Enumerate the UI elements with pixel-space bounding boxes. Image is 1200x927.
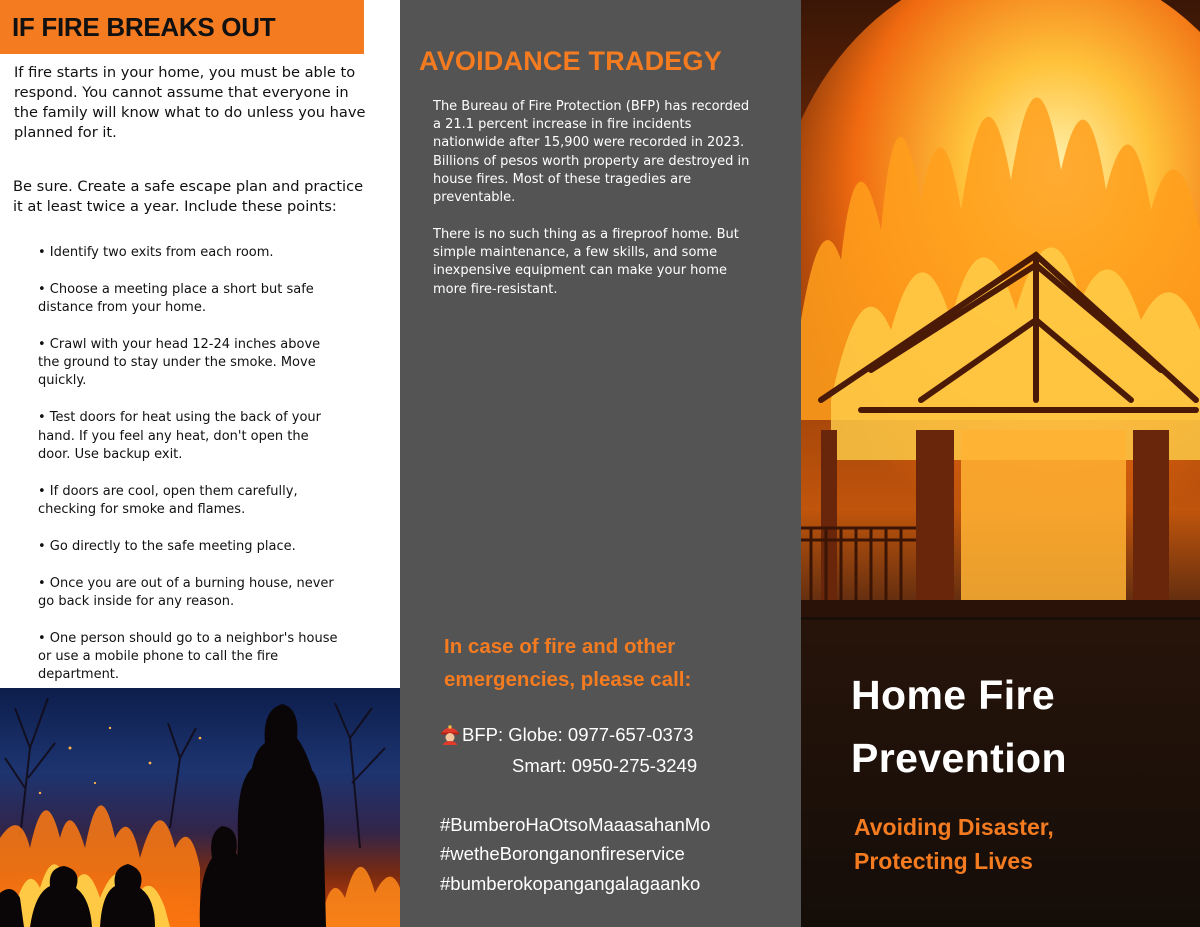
hashtag: #wetheBoronganonfireservice [440,843,685,864]
section-banner: IF FIRE BREAKS OUT [0,0,364,54]
list-item: • Go directly to the safe meeting place. [38,538,296,554]
cover-subtitle [854,810,1174,878]
panel-cover [801,0,1200,927]
cover-subtitle-line: Avoiding Disaster, [854,814,1054,840]
fire-resistance-paragraph: There is no such thing as a fireproof home. But simple maintenance, a few skills, and some inexpensive equipment can make your home more fire-resistant. [433,227,739,297]
panel-fire-breaks-out [0,0,400,927]
smart-number: Smart: 0950-275-3249 [512,755,698,776]
panel-avoidance [400,0,801,927]
emergency-call-heading: In case of fire and other emergencies, please call: [444,635,692,691]
escape-plan-paragraph: Be sure. Create a safe escape plan and practice it at least twice a year. Include these points: [13,178,364,215]
list-item: • Test doors for heat using the back of your hand. If you feel any heat, don't open the door. Use backup exit. [38,410,322,462]
list-item: • Identify two exits from each room. [38,245,274,260]
bonfire-illustration [0,688,400,927]
section-title: AVOIDANCE TRADEGY [419,46,722,76]
escape-tips-list [38,244,338,703]
list-item: • If doors are cool, open them carefully, checking for smoke and flames. [38,483,298,517]
list-item: • Once you are out of a burning house, never go back inside for any reason. [38,575,334,609]
bfp-globe-text: BFP: Globe: 0977-657-0373 [462,724,694,745]
cover-title-line: Prevention [851,735,1067,781]
intro-paragraph: If fire starts in your home, you must be able to respond. You cannot assume that everyone in the family will know what to do unless you have planned for it. [14,64,366,141]
list-item: • Crawl with your head 12-24 inches above the ground to stay under the smoke. Move quickly. [38,336,321,389]
firefighter-icon [440,723,460,745]
cover-title-line: Home Fire [851,672,1056,718]
list-item: • One person should go to a neighbor's house or use a mobile phone to call the fire department. [38,630,338,683]
list-item: • Choose a meeting place a short but safe distance from your home. [38,281,314,316]
bonfire-silhouette-photo [0,688,400,927]
hashtag: #bumberokopangangalagaanko [440,873,701,894]
statistics-paragraph: The Bureau of Fire Protection (BFP) has recorded a 21.1 percent increase in fire incidents nationwide after 15,900 were recorded in 2023. Billions of pesos worth property are destroyed in house fires. Most of these tragedies are preventable. [433,99,750,206]
hashtag: #BumberoHaOtsoMaaasahanMo [440,814,711,835]
bfp-globe-number [440,723,693,747]
cover-subtitle-line: Protecting Lives [854,848,1033,874]
cover-title [851,664,1191,790]
